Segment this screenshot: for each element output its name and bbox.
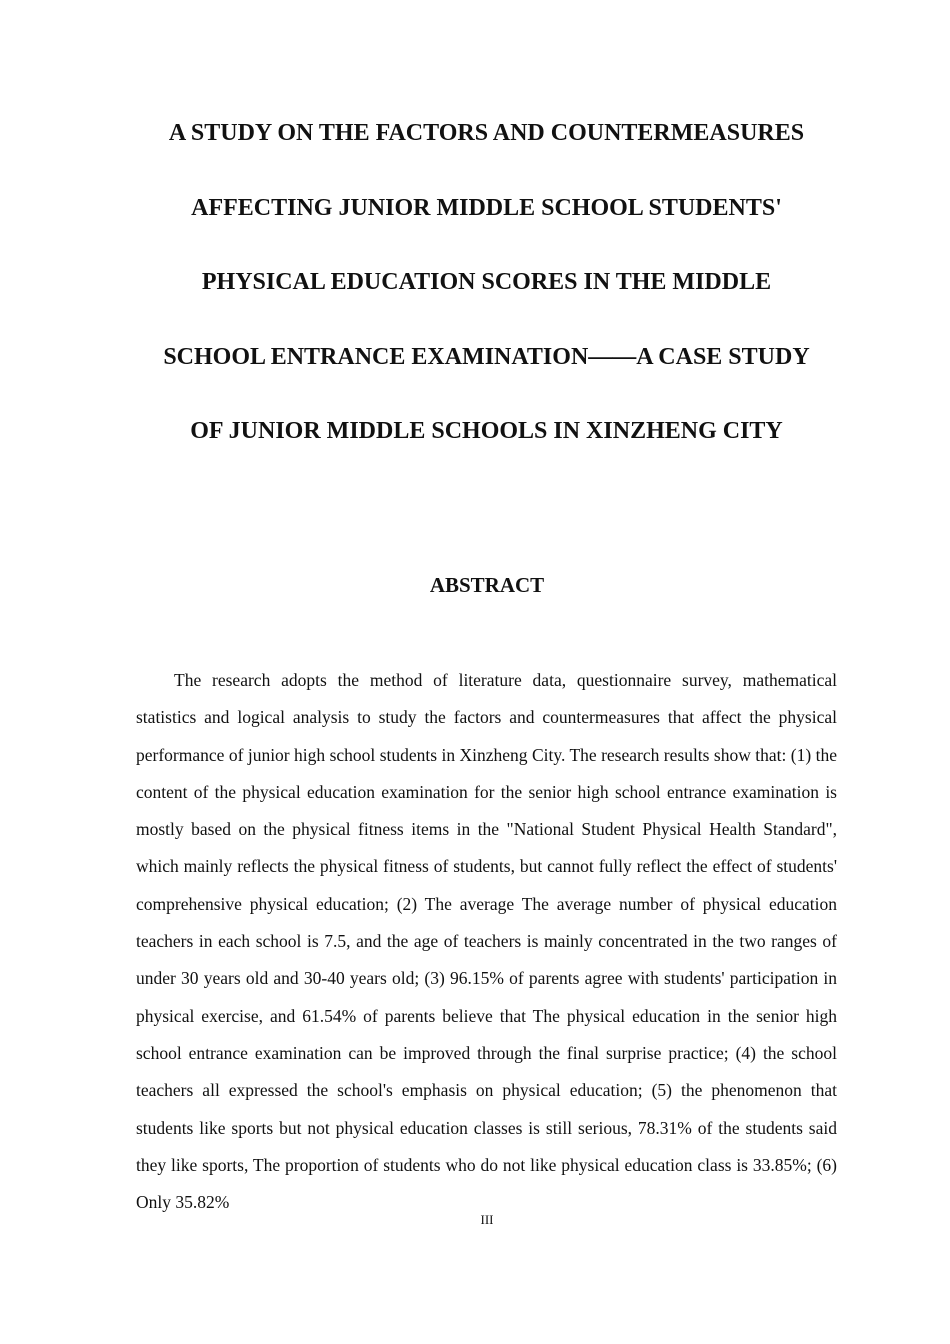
title-line: A STUDY ON THE FACTORS AND COUNTERMEASURES: [168, 120, 805, 146]
abstract-paragraph: The research adopts the method of literature data, questionnaire survey, mathematical statistics and logical analysis to study the factors and countermeasures that affect the physical performance of junior high school students in Xinzheng City. The research results show that: (1) the content of the physical education examination for the senior high school entrance examination is mostly based on the physical fitness items in the "National Student Physical Health Standard", which mainly reflects the physical fitness of students, but cannot fully reflect the effect of students' comprehensive physical education; (2) The average The average number of physical education teachers in each school is 7.5, and the age of teachers is mainly concentrated in the two ranges of under 30 years old and 30-40 years old; (3) 96.15% of parents agree with students' participation in physical exercise, and 61.54% of parents believe that The physical education in the senior high school entrance examination can be improved through the final surprise practice; (4) the school teachers all expressed the school's emphasis on physical education; (5) the phenomenon that students like sports but not physical education classes is still serious, 78.31% of the students said they like sports, The proportion of students who do not like physical education class is 33.85%; (6) Only 35.82%: [136, 670, 837, 1213]
page-number: III: [480, 1212, 494, 1227]
title-line: OF JUNIOR MIDDLE SCHOOLS IN XINZHENG CITY: [190, 418, 783, 445]
title-line: PHYSICAL EDUCATION SCORES IN THE MIDDLE: [201, 269, 772, 296]
title-line: AFFECTING JUNIOR MIDDLE SCHOOL STUDENTS': [191, 194, 782, 221]
title-line: SCHOOL ENTRANCE EXAMINATION——A CASE STUDY: [163, 343, 810, 370]
abstract-heading: ABSTRACT: [429, 573, 545, 597]
document-title: [120, 119, 853, 492]
